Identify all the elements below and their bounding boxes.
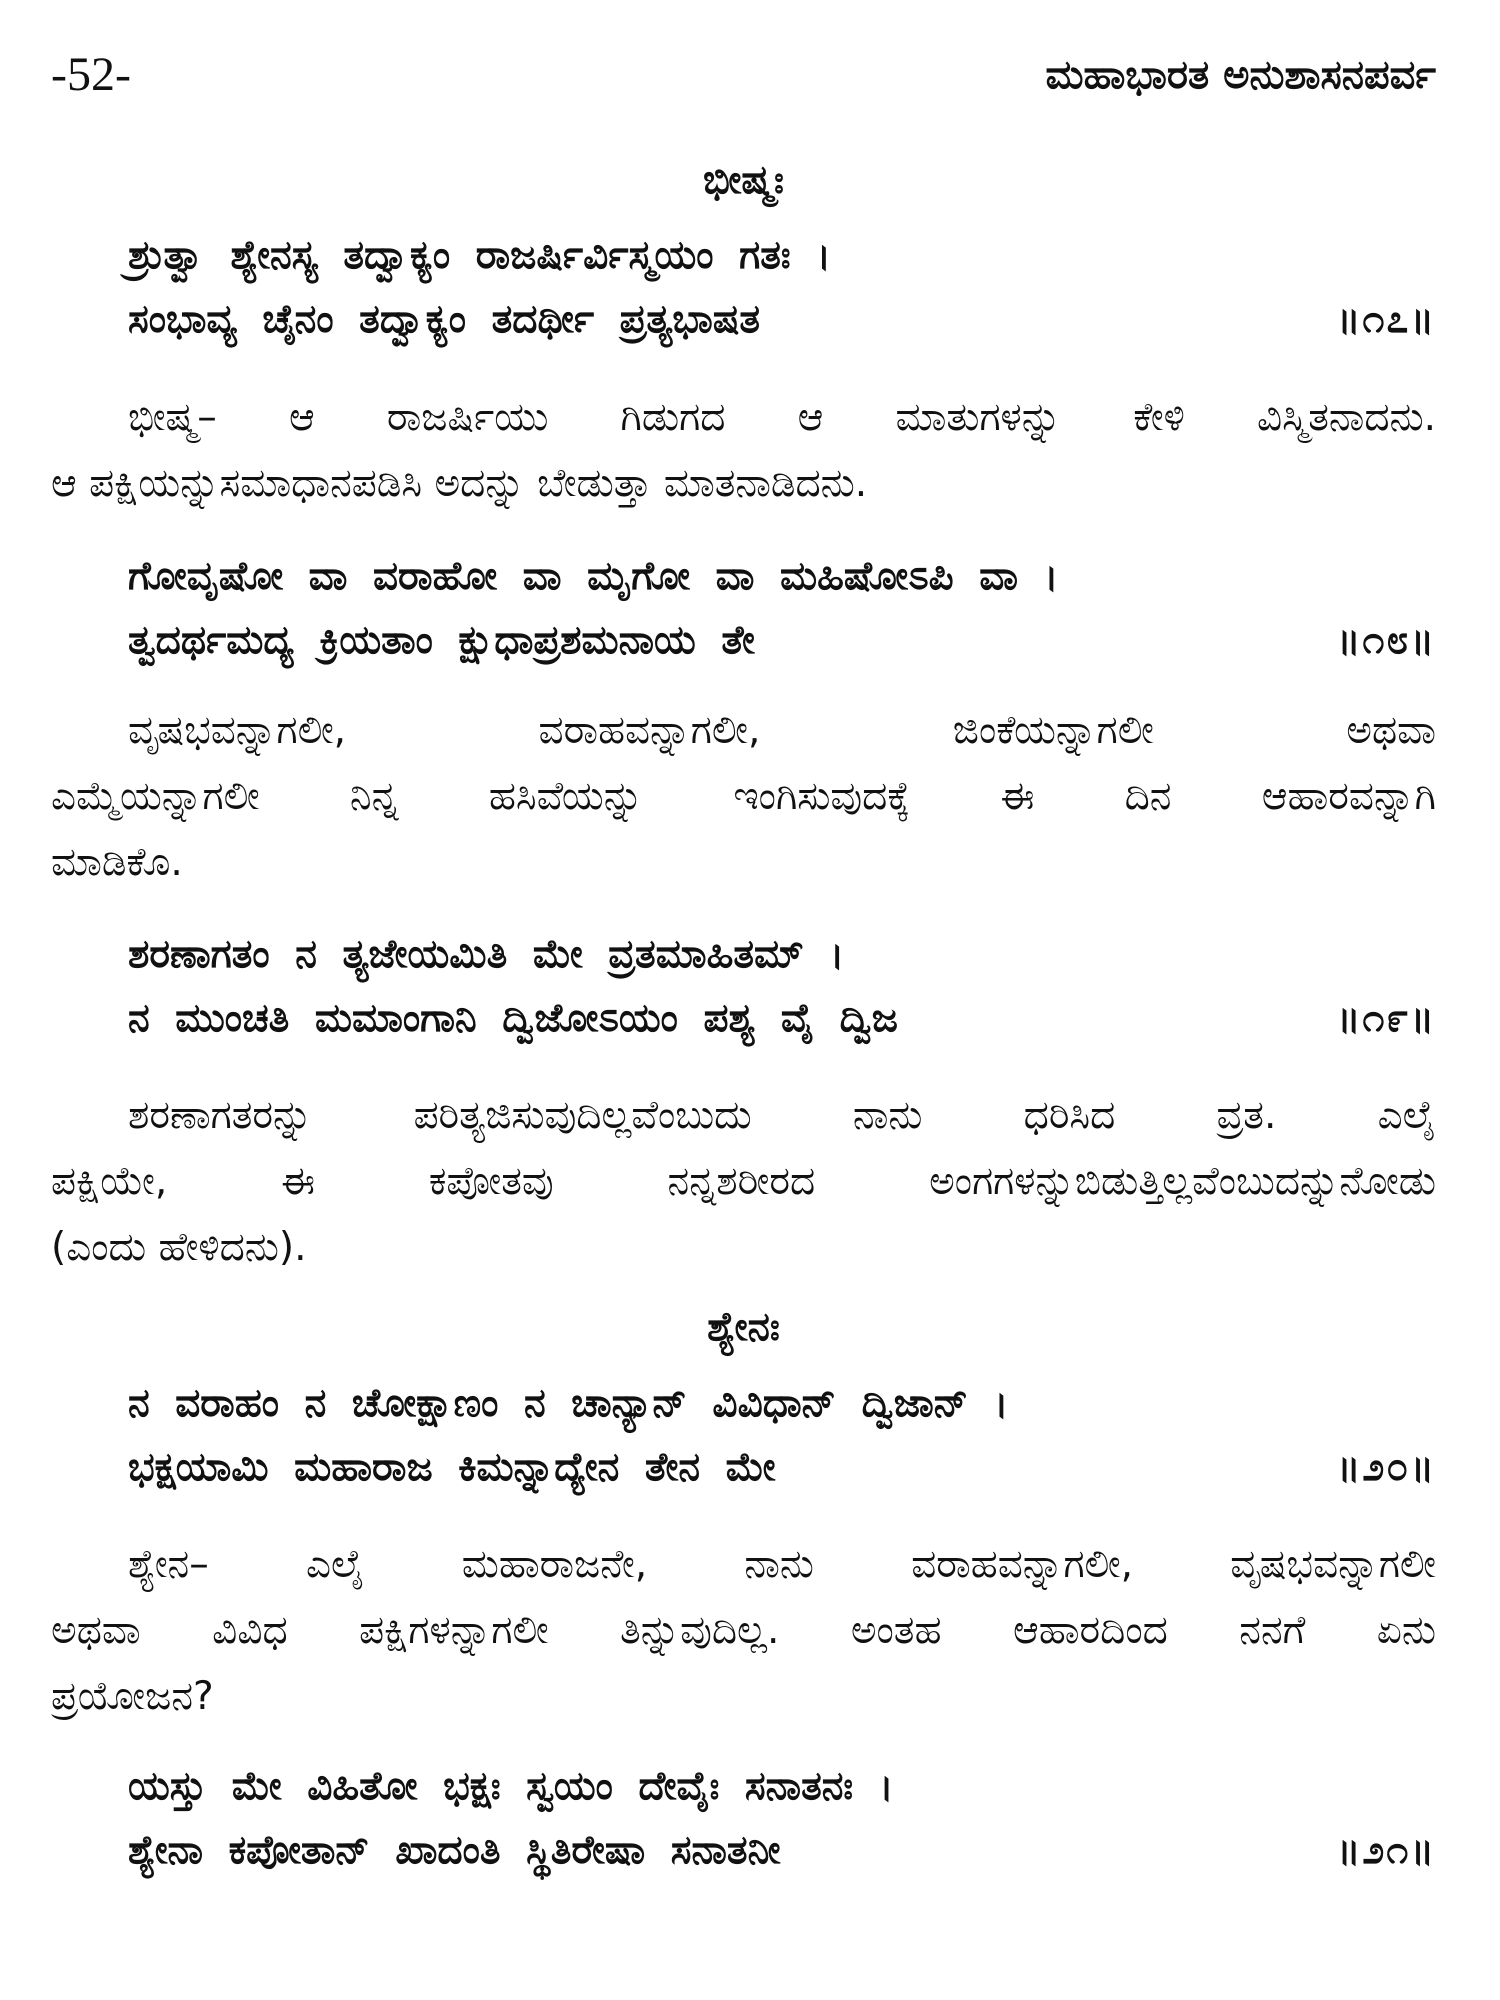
paragraph-line: ವೃಷಭವನ್ನಾಗಲೀ, ವರಾಹವನ್ನಾಗಲೀ, ಜಿಂಕೆಯನ್ನಾಗಲೀ ಅಥವಾ bbox=[128, 708, 1436, 753]
verse-text: ಸಂಭಾವ್ಯ ಚೈನಂ ತದ್ವಾಕ್ಯಂ ತದರ್ಥೀ ಪ್ರತ್ಯಭಾಷತ bbox=[128, 297, 761, 342]
verse-number: ॥೧೭॥ bbox=[1336, 297, 1436, 342]
verse-text: ಶ್ರುತ್ವಾ ಶ್ಯೇನಸ್ಯ ತದ್ವಾಕ್ಯಂ ರಾಜರ್ಷಿರ್ವಿಸ್ಮಯಂ ಗತಃ । bbox=[128, 233, 831, 278]
paragraph-line: ಶರಣಾಗತರನ್ನು ಪರಿತ್ಯಜಿಸುವುದಿಲ್ಲವೆಂಬುದು ನಾನು ಧರಿಸಿದ ವ್ರತ. ಎಲೈ bbox=[128, 1093, 1436, 1138]
speaker-heading-bhishma: ಭೀಷ್ಮಃ bbox=[703, 157, 784, 203]
verse-number: ॥೧೯॥ bbox=[1336, 996, 1436, 1041]
verse-line bbox=[128, 288, 1436, 352]
page-number: -52- bbox=[51, 48, 131, 101]
verse-text: ಭಕ್ಷಯಾಮಿ ಮಹಾರಾಜ ಕಿಮನ್ನಾದ್ಯೇನ ತೇನ ಮೇ bbox=[128, 1445, 776, 1490]
paragraph-line: ಶ್ಯೇನ– ಎಲೈ ಮಹಾರಾಜನೇ, ನಾನು ವರಾಹವನ್ನಾಗಲೀ, ವೃಷಭವನ್ನಾಗಲೀ bbox=[128, 1542, 1436, 1587]
verse-line bbox=[128, 1372, 1436, 1436]
verse-21 bbox=[51, 1755, 1436, 1883]
running-title: ಮಹಾಭಾರತ ಅನುಶಾಸನಪರ್ವ bbox=[1045, 52, 1436, 98]
verse-line bbox=[128, 1819, 1436, 1883]
translation-paragraph bbox=[51, 698, 1436, 896]
verse-number: ॥೧೮॥ bbox=[1336, 618, 1436, 663]
verse-line bbox=[128, 609, 1436, 673]
verse-number: ॥೨೦॥ bbox=[1336, 1445, 1436, 1490]
verse-17 bbox=[51, 224, 1436, 352]
paragraph-line: ಪ್ರಯೋಜನ? bbox=[51, 1674, 214, 1719]
paragraph-line: ಎಮ್ಮೆಯನ್ನಾಗಲೀ ನಿನ್ನ ಹಸಿವೆಯನ್ನು ಇಂಗಿಸುವುದಕ್ಕೆ ಈ ದಿನ ಆಹಾರವನ್ನಾಗಿ bbox=[51, 774, 1436, 819]
paragraph-line: ಪಕ್ಷಿಯೇ, ಈ ಕಪೋತವು ನನ್ನಶರೀರದ ಅಂಗಗಳನ್ನುಬಿಡುತ್ತಿಲ್ಲವೆಂಬುದನ್ನುನೋಡು bbox=[51, 1159, 1436, 1204]
speaker-heading-shyena: ಶ್ಯೇನಃ bbox=[707, 1304, 780, 1350]
verse-line bbox=[128, 1436, 1436, 1500]
verse-text: ಯಸ್ತು ಮೇ ವಿಹಿತೋ ಭಕ್ಷಃ ಸ್ವಯಂ ದೇವೈಃ ಸನಾತನಃ । bbox=[128, 1764, 894, 1809]
verse-text: ನ ವರಾಹಂ ನ ಚೋಕ್ಷಾಣಂ ನ ಚಾನ್ಯಾನ್ ವಿವಿಧಾನ್ ದ್ವಿಜಾನ್ । bbox=[128, 1381, 1009, 1426]
paragraph-line: (ಎಂದು ಹೇಳಿದನು). bbox=[51, 1225, 307, 1270]
verse-text: ತ್ವದರ್ಥಮದ್ಯ ಕ್ರಿಯತಾಂ ಕ್ಷುಧಾಪ್ರಶಮನಾಯ ತೇ bbox=[128, 618, 755, 663]
verse-text: ಗೋವೃಷೋ ವಾ ವರಾಹೋ ವಾ ಮೃಗೋ ವಾ ಮಹಿಷೋಽಪಿ ವಾ । bbox=[128, 554, 1059, 599]
verse-line bbox=[128, 224, 1436, 288]
translation-paragraph bbox=[51, 385, 1436, 517]
page-header bbox=[51, 40, 1436, 110]
paragraph-line: ಆ ಪಕ್ಷಿಯನ್ನುಸಮಾಧಾನಪಡಿಸಿ ಅದನ್ನು ಬೇಡುತ್ತಾ ಮಾತನಾಡಿದನು. bbox=[51, 461, 868, 506]
paragraph-line: ಅಥವಾ ವಿವಿಧ ಪಕ್ಷಿಗಳನ್ನಾಗಲೀ ತಿನ್ನುವುದಿಲ್ಲ. ಅಂತಹ ಆಹಾರದಿಂದ ನನಗೆ ಏನು bbox=[51, 1608, 1436, 1653]
verse-line bbox=[128, 923, 1436, 987]
verse-line bbox=[128, 1755, 1436, 1819]
translation-paragraph bbox=[51, 1532, 1436, 1730]
verse-text: ಶ್ಯೇನಾ ಕಪೋತಾನ್ ಖಾದಂತಿ ಸ್ಥಿತಿರೇಷಾ ಸನಾತನೀ bbox=[128, 1828, 781, 1873]
verse-text: ಶರಣಾಗತಂ ನ ತ್ಯಜೇಯಮಿತಿ ಮೇ ವ್ರತಮಾಹಿತಮ್ । bbox=[128, 932, 845, 977]
verse-text: ನ ಮುಂಚತಿ ಮಮಾಂಗಾನಿ ದ್ವಿಜೋಽಯಂ ಪಶ್ಯ ವೈ ದ್ವಿಜ bbox=[128, 996, 898, 1041]
verse-18 bbox=[51, 545, 1436, 673]
verse-line bbox=[128, 987, 1436, 1051]
paragraph-line: ಭೀಷ್ಮ– ಆ ರಾಜರ್ಷಿಯು ಗಿಡುಗದ ಆ ಮಾತುಗಳನ್ನು ಕೇಳಿ ವಿಸ್ಮಿತನಾದನು. bbox=[128, 395, 1436, 440]
translation-paragraph bbox=[51, 1083, 1436, 1281]
verse-20 bbox=[51, 1372, 1436, 1500]
verse-line bbox=[128, 545, 1436, 609]
verse-number: ॥೨೧॥ bbox=[1336, 1828, 1436, 1873]
paragraph-line: ಮಾಡಿಕೊ. bbox=[51, 840, 183, 885]
verse-19 bbox=[51, 923, 1436, 1051]
